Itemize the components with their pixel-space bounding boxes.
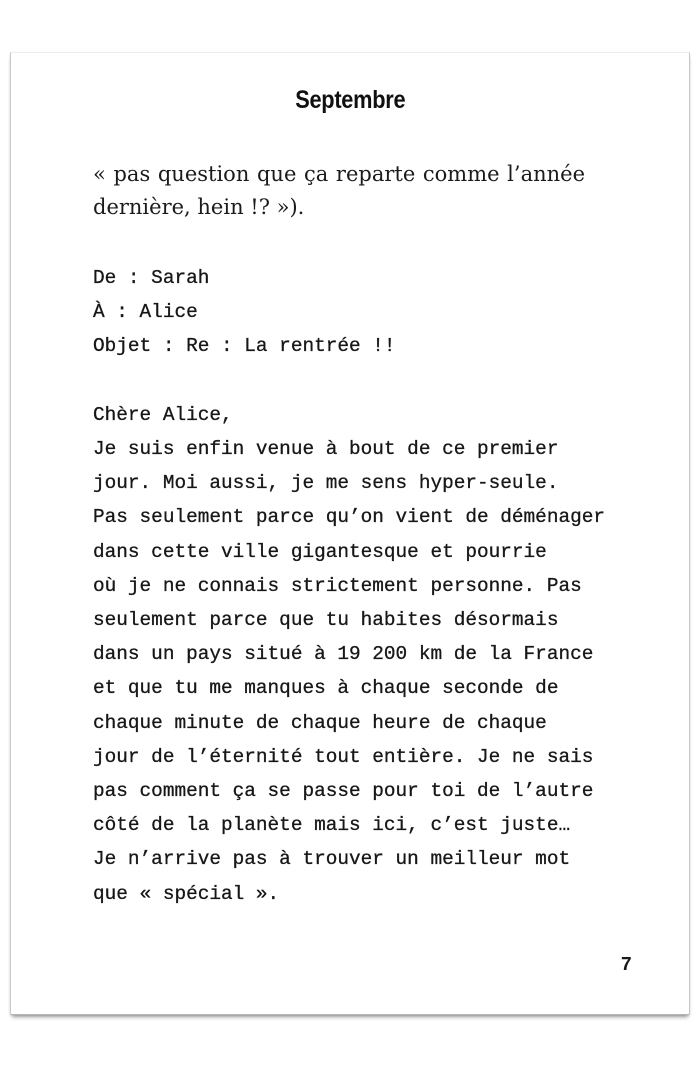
text-line: dernière, hein !? »). bbox=[93, 195, 305, 219]
intro-paragraph bbox=[93, 158, 585, 224]
text-line: Chère Alice, bbox=[93, 403, 233, 426]
text-line: Je suis enfin venue à bout de ce premier bbox=[93, 438, 559, 461]
email-transcript bbox=[93, 261, 623, 911]
text-line: jour de l’éternité tout entière. Je ne sais bbox=[93, 745, 594, 768]
text-line: seulement parce que tu habites désormais bbox=[93, 609, 559, 632]
text-line: « pas question que ça reparte comme l’année bbox=[93, 162, 585, 186]
text-line: Objet : Re : La rentrée !! bbox=[93, 335, 396, 358]
book-page bbox=[10, 52, 690, 1015]
text-line: chaque minute de chaque heure de chaque bbox=[93, 711, 547, 734]
text-line: jour. Moi aussi, je me sens hyper-seule. bbox=[93, 472, 559, 495]
chapter-title-text: Septembre bbox=[294, 86, 406, 114]
text-line: De : Sarah bbox=[93, 267, 210, 289]
text-line: Je n’arrive pas à trouver un meilleur mot bbox=[93, 848, 571, 871]
text-line: Pas seulement parce qu’on vient de déménager bbox=[93, 506, 605, 529]
text-line: pas comment ça se passe pour toi de l’autre bbox=[93, 780, 594, 803]
chapter-title bbox=[11, 86, 689, 118]
text-line: côté de la planète mais ici, c’est juste… bbox=[93, 814, 571, 837]
text-line: où je ne connais strictement personne. Pas bbox=[93, 574, 582, 597]
text-line: dans cette ville gigantesque et pourrie bbox=[93, 540, 547, 563]
text-line bbox=[93, 364, 623, 398]
page-number: 7 bbox=[620, 954, 632, 976]
text-line: que « spécial ». bbox=[93, 882, 280, 905]
text-line: À : Alice bbox=[93, 301, 198, 324]
text-line: et que tu me manques à chaque seconde de bbox=[93, 677, 559, 700]
text-line: dans un pays situé à 19 200 km de la France bbox=[93, 643, 594, 666]
